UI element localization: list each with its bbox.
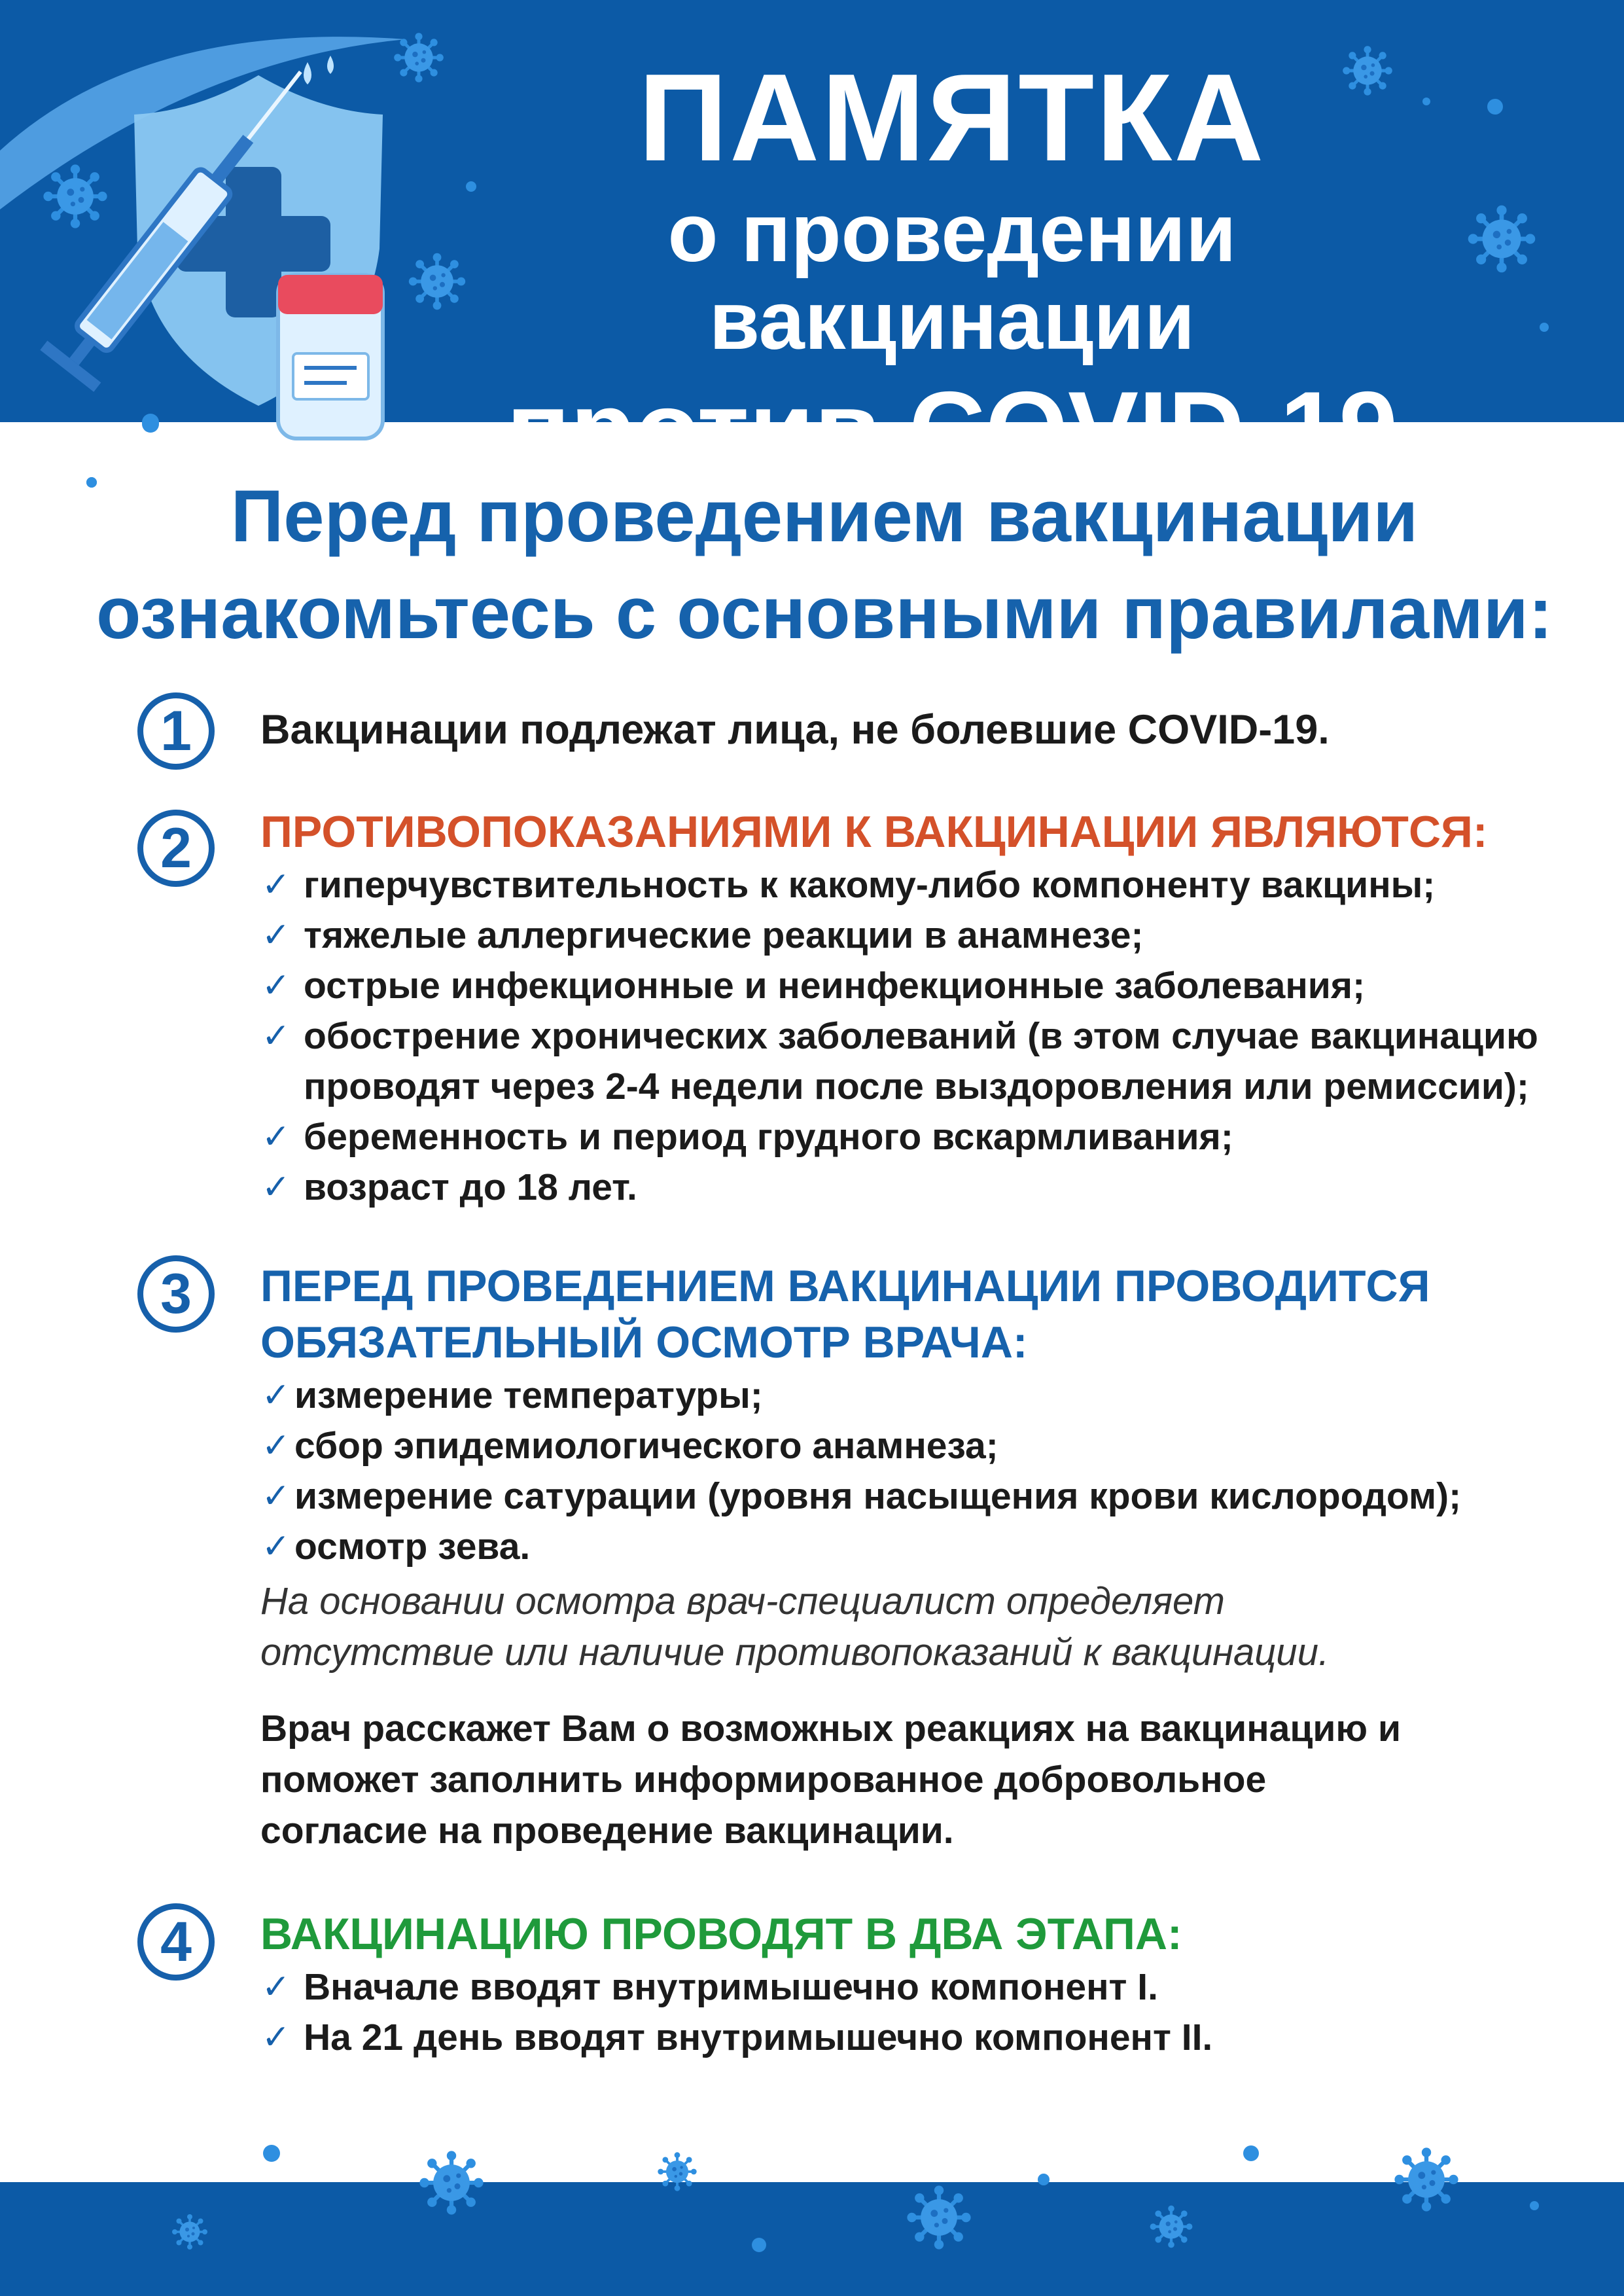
exam-heading-line-1: ПЕРЕД ПРОВЕДЕНИЕМ ВАКЦИНАЦИИ ПРОВОДИТСЯ xyxy=(260,1261,1430,1311)
list-item: ✓ тяжелые аллергические реакции в анамнезе; xyxy=(260,910,1569,961)
contraindications-list xyxy=(260,860,1569,1213)
footer-banner xyxy=(0,2127,1624,2296)
subtitle-line-2: ознакомьтесь с основными правилами: xyxy=(96,572,1553,654)
list-item: ✓ обострение хронических заболеваний (в этом случае вакцинацию проводят через 2-4 недели после выздоровления или ремиссии); xyxy=(260,1011,1569,1112)
section-1-text: Вакцинации подлежат лица, не болевшие COVID-19. xyxy=(260,707,1330,753)
list-item: ✓ измерение температуры; xyxy=(260,1371,1569,1421)
exam-list xyxy=(260,1371,1569,1572)
step-number-3: 3 xyxy=(137,1255,215,1333)
virus-icon xyxy=(43,164,107,228)
section-1 xyxy=(260,704,1569,756)
step-number-2: 2 xyxy=(137,810,215,887)
title-line-2: о проведении вакцинации xyxy=(667,187,1237,367)
list-item: ✓ измерение сатурации (уровня насыщения крови кислородом); xyxy=(260,1471,1569,1522)
title-line-1: ПАМЯТКА xyxy=(638,48,1266,187)
exam-heading-line-2: ОБЯЗАТЕЛЬНЫЙ ОСМОТР ВРАЧА: xyxy=(260,1318,1028,1367)
list-item: ✓ возраст до 18 лет. xyxy=(260,1162,1569,1213)
step-number-1: 1 xyxy=(137,692,215,770)
section-4 xyxy=(260,1906,1569,2063)
section-3 xyxy=(260,1258,1569,1856)
section-2 xyxy=(260,804,1569,1213)
list-item: ✓ острые инфекционные и неинфекционные заболевания; xyxy=(260,961,1569,1011)
virus-icon xyxy=(658,2152,696,2191)
contraindications-heading: ПРОТИВОПОКАЗАНИЯМИ К ВАКЦИНАЦИИ ЯВЛЯЮТСЯ: xyxy=(260,807,1488,857)
stages-heading: ВАКЦИНАЦИЮ ПРОВОДЯТ В ДВА ЭТАПА: xyxy=(260,1909,1182,1959)
virus-icon xyxy=(1394,2147,1458,2211)
list-item: ✓ осмотр зева. xyxy=(260,1522,1569,1572)
vaccine-vial-icon xyxy=(278,275,383,439)
stages-list xyxy=(260,1962,1569,2063)
virus-icon xyxy=(419,2151,483,2214)
subtitle-line-1: Перед проведением вакцинации xyxy=(230,475,1419,557)
list-item: ✓ гиперчувствительность к какому-либо компоненту вакцины; xyxy=(260,860,1569,910)
list-item: ✓ сбор эпидемиологического анамнеза; xyxy=(260,1421,1569,1471)
virus-icon xyxy=(172,2214,207,2250)
step-number-4: 4 xyxy=(137,1903,215,1981)
exam-note: На основании осмотра врач-специалист определяет отсутствие или наличие противопоказаний к вакцинации. xyxy=(260,1580,1330,1674)
virus-icon xyxy=(907,2185,970,2249)
list-item: ✓ Вначале вводят внутримышечно компонент I. xyxy=(260,1962,1569,2013)
virus-icon xyxy=(1150,2206,1193,2248)
page-title xyxy=(419,48,1485,489)
subtitle xyxy=(79,468,1570,662)
title-line-3: против COVID-19 xyxy=(506,370,1398,489)
list-item: ✓ беременность и период грудного вскармливания; xyxy=(260,1112,1569,1162)
list-item: ✓ На 21 день вводят внутримышечно компонент II. xyxy=(260,2013,1569,2063)
header-banner xyxy=(0,0,1624,489)
doctor-info: Врач расскажет Вам о возможных реакциях на вакцинацию и поможет заполнить информированное добровольное согласие на проведение вакцинации. xyxy=(260,1708,1401,1852)
